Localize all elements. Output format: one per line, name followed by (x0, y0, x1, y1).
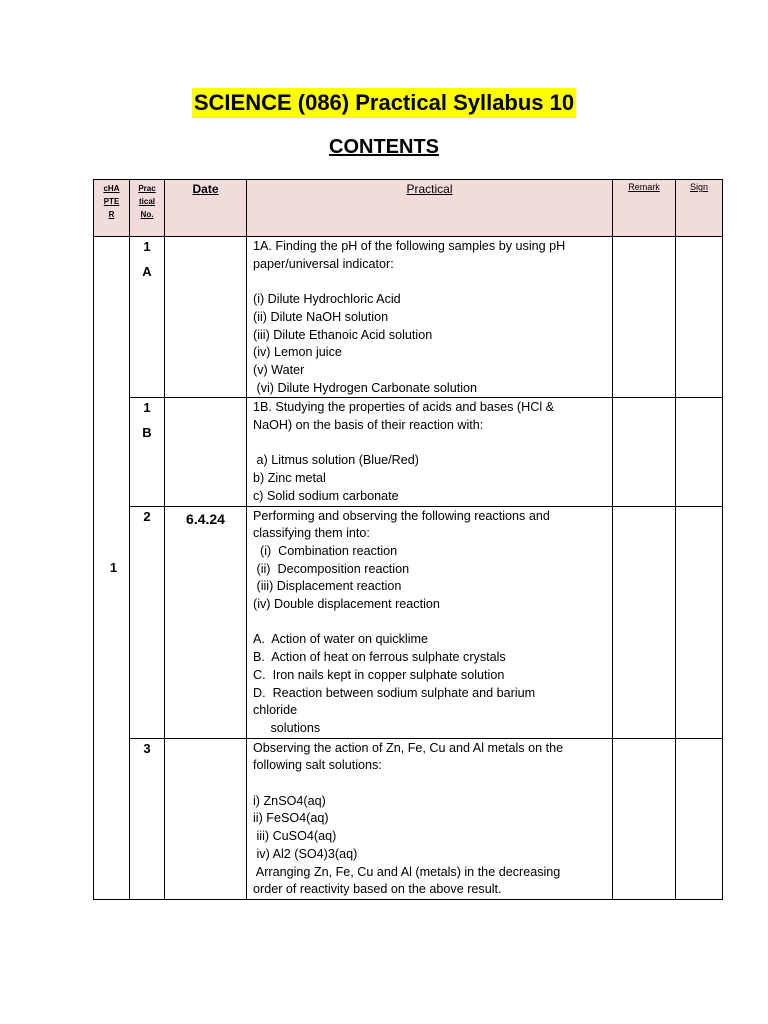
practical-line: (i) Combination reaction (253, 543, 398, 558)
practical-line: order of reactivity based on the above result. (253, 882, 502, 897)
practical-line: (iv) Double displacement reaction (253, 597, 440, 612)
practical-cell (247, 237, 613, 398)
practical-line: 1A. Finding the pH of the following samples by using pH (253, 239, 566, 253)
title-wrapper (0, 88, 768, 118)
practical-line: (iii) Dilute Ethanoic Acid solution (253, 327, 433, 342)
practical-no-value: A (142, 264, 152, 279)
chapter-cell: 1 (94, 237, 130, 900)
practical-line: (iii) Displacement reaction (253, 579, 402, 594)
practical-line: D. Reaction between sodium sulphate and barium (253, 685, 536, 700)
table-row (94, 506, 723, 738)
practical-no-value: 1 (143, 400, 151, 416)
practical-line: iii) CuSO4(aq) (253, 829, 337, 844)
date-cell (165, 398, 247, 506)
header-chapter-line: PTE (103, 197, 120, 206)
table-row (94, 398, 723, 506)
practical-line: 1B. Studying the properties of acids and bases (HCl & (253, 400, 555, 415)
remark-cell (613, 738, 676, 899)
header-practical-no-line: No. (140, 210, 154, 219)
practical-line: NaOH) on the basis of their reaction with: (253, 418, 484, 433)
header-practical-no-line: tical (138, 197, 155, 206)
remark-cell (613, 506, 676, 738)
practical-line: Arranging Zn, Fe, Cu and Al (metals) in the decreasing (253, 864, 561, 879)
practical-line: i) ZnSO4(aq) (253, 793, 326, 808)
table-row (94, 237, 723, 398)
header-chapter (94, 180, 130, 237)
practical-no-cell (130, 398, 165, 506)
practical-no-cell (130, 506, 165, 738)
practical-no-cell (130, 738, 165, 899)
header-practical-no-line: Prac (138, 184, 156, 193)
practical-no-value: 3 (143, 740, 151, 756)
practical-line: (ii) Decomposition reaction (253, 561, 410, 576)
date-cell (165, 237, 247, 398)
contents-wrapper (0, 136, 768, 159)
sign-cell (676, 738, 723, 899)
practical-line: B. Action of heat on ferrous sulphate crystals (253, 650, 506, 665)
line-gap (253, 775, 608, 793)
practical-cell (247, 506, 613, 738)
practical-line: paper/universal indicator: (253, 256, 394, 271)
practical-line: Observing the action of Zn, Fe, Cu and Al metals on the (253, 740, 564, 755)
practical-line: (v) Water (253, 362, 305, 377)
practical-table (93, 179, 723, 900)
remark-cell (613, 237, 676, 398)
practical-line: (i) Dilute Hydrochloric Acid (253, 292, 401, 307)
practical-no-value: 1 (143, 239, 151, 254)
practical-line: (ii) Dilute NaOH solution (253, 309, 389, 324)
line-gap (253, 435, 608, 453)
practical-no-value: 2 (143, 508, 151, 524)
header-chapter-line: cHA (103, 184, 120, 193)
practical-line: (vi) Dilute Hydrogen Carbonate solution (253, 380, 478, 395)
table-row (94, 738, 723, 899)
header-chapter-line: R (108, 210, 115, 219)
practical-line: A. Action of water on quicklime (253, 632, 428, 647)
practical-cell (247, 398, 613, 506)
table-header-row (94, 180, 723, 237)
header-date: Date (165, 180, 247, 237)
header-remark: Remark (613, 180, 676, 237)
date-cell: 6.4.24 (165, 506, 247, 738)
contents-heading: CONTENTS (329, 136, 439, 158)
practical-cell (247, 738, 613, 899)
date-cell (165, 738, 247, 899)
practical-line: ii) FeSO4(aq) (253, 811, 329, 826)
practical-line: iv) Al2 (SO4)3(aq) (253, 846, 358, 861)
remark-cell (613, 398, 676, 506)
sign-cell (676, 237, 723, 398)
header-sign: Sign (676, 180, 723, 237)
header-practical: Practical (247, 180, 613, 237)
line-gap (253, 614, 608, 632)
line-gap (253, 273, 608, 291)
practical-line: chloride (253, 703, 298, 718)
sign-cell (676, 506, 723, 738)
practical-line: c) Solid sodium carbonate (253, 488, 399, 503)
document-title: SCIENCE (086) Practical Syllabus 10 (192, 88, 576, 118)
practical-line: solutions (253, 720, 321, 735)
practical-line: a) Litmus solution (Blue/Red) (253, 453, 419, 468)
practical-line: classifying them into: (253, 526, 370, 541)
practical-line: (iv) Lemon juice (253, 345, 342, 360)
practical-line: C. Iron nails kept in copper sulphate solution (253, 667, 505, 682)
practical-no-value: B (142, 425, 152, 441)
sign-cell (676, 398, 723, 506)
practical-line: following salt solutions: (253, 758, 382, 773)
practical-line: b) Zinc metal (253, 471, 326, 486)
practical-no-cell (130, 237, 165, 398)
header-practical-no (130, 180, 165, 237)
practical-line: Performing and observing the following reactions and (253, 508, 550, 523)
